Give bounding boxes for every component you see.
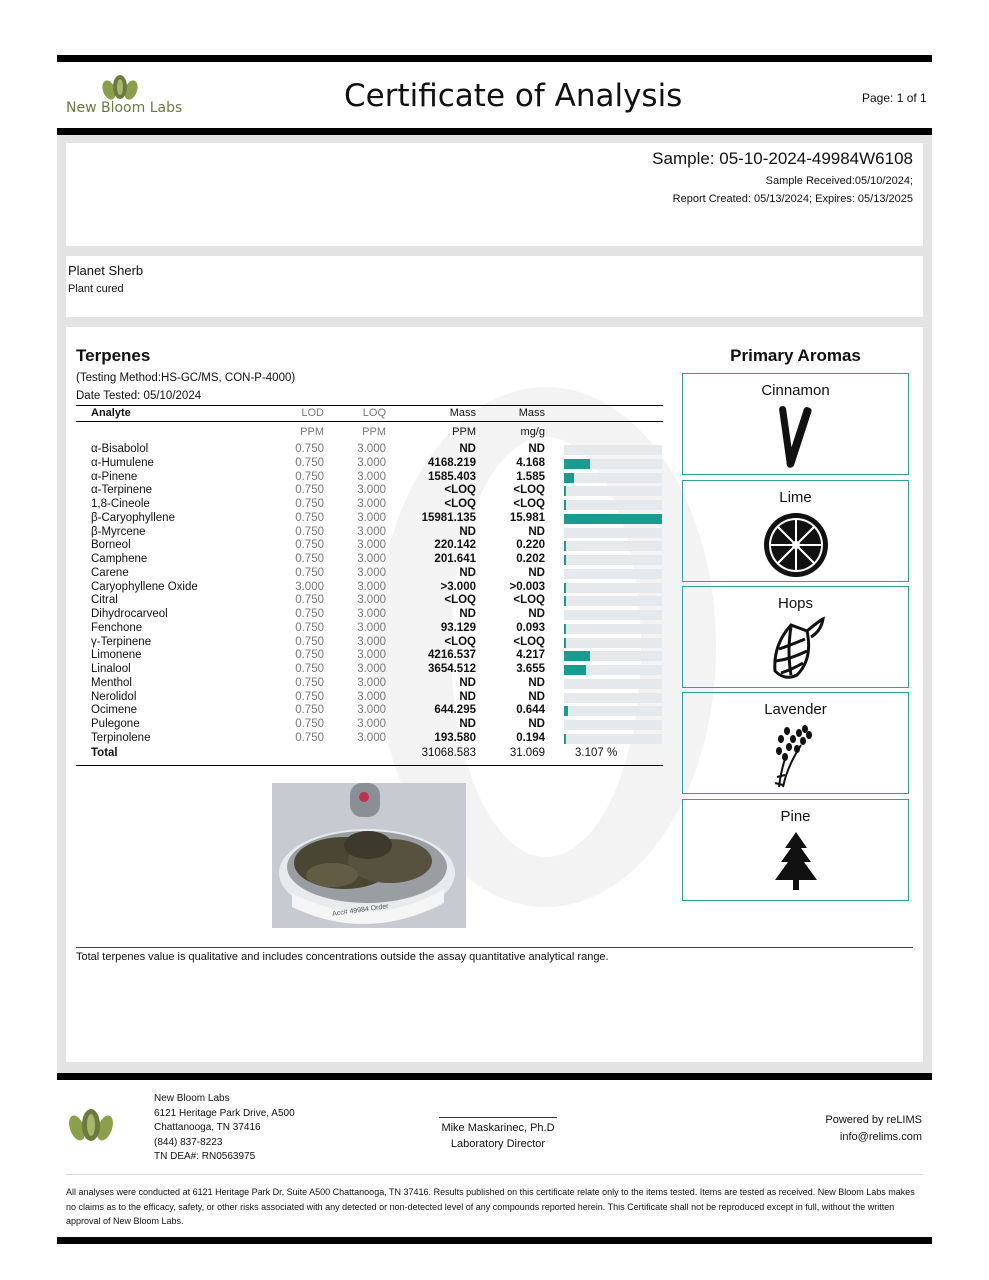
loq-value: 3.000 bbox=[357, 690, 386, 703]
table-row bbox=[76, 512, 666, 526]
loq-value: 3.000 bbox=[357, 511, 386, 524]
col-mass-mgg: Mass bbox=[518, 407, 545, 419]
table-row bbox=[76, 608, 666, 622]
concentration-bar bbox=[564, 583, 566, 593]
signer-block bbox=[420, 1120, 576, 1152]
loq-value: 3.000 bbox=[357, 731, 386, 744]
top-rule bbox=[57, 55, 932, 62]
mass-mgg: 0.093 bbox=[516, 621, 545, 634]
bar-track bbox=[564, 500, 662, 510]
mass-ppm: 644.295 bbox=[434, 704, 476, 717]
loq-value: 3.000 bbox=[357, 649, 386, 662]
concentration-bar bbox=[564, 665, 586, 675]
concentration-bar bbox=[564, 734, 566, 744]
lod-value: 0.750 bbox=[295, 553, 324, 565]
mass-mgg: 3.655 bbox=[516, 663, 545, 675]
aroma-card bbox=[682, 586, 909, 688]
disclaimer: All analyses were conducted at 6121 Heritage Park Dr, Suite A500 Chattanooga, TN 37416. Results published on this certificate relate only to the items tested. Items are tested as received. New Bloom Labs makes no claims as to the efficacy, safety, or other risks associated with any detected or non-detected level of any compounds reported herein. This Certificate shall not be reproduced except in full, without the written approval of New Bloom Labs. bbox=[66, 1187, 915, 1226]
mass-ppm: ND bbox=[459, 566, 476, 579]
total-label: Total bbox=[91, 746, 118, 759]
bar-track bbox=[564, 706, 662, 716]
bar-track bbox=[564, 473, 662, 483]
lod-value: 0.750 bbox=[295, 470, 324, 483]
analyte-name: Nerolidol bbox=[91, 690, 137, 703]
bar-track bbox=[564, 610, 662, 620]
loq-value: 3.000 bbox=[357, 621, 386, 634]
mass-ppm: <LOQ bbox=[444, 594, 476, 607]
analyte-name: Camphene bbox=[91, 553, 148, 565]
lod-value: 0.750 bbox=[295, 511, 324, 524]
analyte-name: β-Myrcene bbox=[91, 525, 146, 538]
mass-mgg: <LOQ bbox=[513, 498, 545, 510]
mass-ppm: ND bbox=[459, 443, 476, 455]
mass-ppm: <LOQ bbox=[444, 635, 476, 648]
lod-value: 0.750 bbox=[295, 635, 324, 648]
bar-track bbox=[564, 569, 662, 579]
aroma-label: Hops bbox=[777, 595, 814, 612]
unit-mass-ppm: PPM bbox=[452, 426, 476, 438]
table-row bbox=[76, 636, 666, 650]
total-ppm: 31068.583 bbox=[421, 746, 476, 759]
mass-mgg: <LOQ bbox=[513, 594, 545, 607]
analyte-name: Caryophyllene Oxide bbox=[91, 580, 198, 593]
loq-value: 3.000 bbox=[357, 443, 386, 455]
mass-ppm: 220.142 bbox=[434, 539, 476, 552]
loq-value: 3.000 bbox=[357, 676, 386, 689]
analyte-name: β-Caryophyllene bbox=[91, 511, 175, 524]
header-rule bbox=[57, 128, 932, 135]
mass-ppm: ND bbox=[459, 525, 476, 538]
testing-method: (Testing Method:HS-GC/MS, CON-P-4000) bbox=[76, 372, 296, 384]
mass-mgg: ND bbox=[528, 443, 545, 455]
analyte-name: Dihydrocarveol bbox=[91, 608, 168, 620]
mass-mgg: >0.003 bbox=[509, 580, 545, 593]
loq-value: 3.000 bbox=[357, 566, 386, 579]
lod-value: 0.750 bbox=[295, 704, 324, 717]
unit-mass-mgg: mg/g bbox=[520, 426, 545, 438]
sample-photo bbox=[272, 783, 466, 928]
lavender-icon bbox=[761, 721, 831, 791]
mass-ppm: ND bbox=[459, 608, 476, 620]
lod-value: 0.750 bbox=[295, 608, 324, 620]
concentration-bar bbox=[564, 486, 566, 496]
analyte-name: Fenchone bbox=[91, 621, 143, 634]
loq-value: 3.000 bbox=[357, 704, 386, 717]
lod-value: 0.750 bbox=[295, 649, 324, 662]
bar-track bbox=[564, 528, 662, 538]
bar-track bbox=[564, 486, 662, 496]
analyte-name: Borneol bbox=[91, 539, 131, 552]
analyte-name: Linalool bbox=[91, 663, 131, 675]
table-row bbox=[76, 553, 666, 567]
mass-ppm: 3654.512 bbox=[428, 663, 476, 675]
table-row bbox=[76, 581, 666, 595]
table-bottom-rule bbox=[76, 765, 663, 766]
table-row bbox=[76, 691, 666, 705]
contact-email[interactable]: info@relims.com bbox=[839, 1131, 922, 1143]
lime-icon bbox=[761, 509, 831, 579]
analyte-name: Limonene bbox=[91, 649, 142, 662]
lod-value: 0.750 bbox=[295, 621, 324, 634]
mass-mgg: ND bbox=[528, 690, 545, 703]
loq-value: 3.000 bbox=[357, 594, 386, 607]
mass-mgg: <LOQ bbox=[513, 635, 545, 648]
mass-mgg: ND bbox=[528, 608, 545, 620]
concentration-bar bbox=[564, 596, 566, 606]
analyte-name: Carene bbox=[91, 566, 129, 579]
loq-value: 3.000 bbox=[357, 553, 386, 565]
col-lod: LOD bbox=[301, 407, 324, 419]
lab-address-block bbox=[154, 1092, 295, 1165]
lod-value: 0.750 bbox=[295, 594, 324, 607]
bar-track bbox=[564, 693, 662, 703]
table-row bbox=[76, 677, 666, 691]
table-row bbox=[76, 457, 666, 471]
loq-value: 3.000 bbox=[357, 539, 386, 552]
analyte-name: α-Pinene bbox=[91, 470, 138, 483]
total-note: Total terpenes value is qualitative and includes concentrations outside the assay quantitative analytical range. bbox=[76, 951, 609, 963]
lod-value: 0.750 bbox=[295, 690, 324, 703]
mass-mgg: 1.585 bbox=[516, 470, 545, 483]
terpenes-heading: Terpenes bbox=[76, 346, 151, 365]
mass-ppm: >3.000 bbox=[440, 580, 476, 593]
table-row bbox=[76, 539, 666, 553]
lod-value: 0.750 bbox=[295, 539, 324, 552]
bar-track bbox=[564, 734, 662, 744]
mass-ppm: 93.129 bbox=[440, 621, 476, 634]
table-units bbox=[76, 426, 666, 440]
loq-value: 3.000 bbox=[357, 635, 386, 648]
total-row bbox=[76, 747, 666, 761]
table-row bbox=[76, 567, 666, 581]
footer-rule bbox=[57, 1073, 932, 1080]
analyte-name: Terpinolene bbox=[91, 731, 151, 744]
unit-lod: PPM bbox=[300, 426, 324, 438]
aroma-card bbox=[682, 480, 909, 582]
bar-track bbox=[564, 638, 662, 648]
mass-ppm: 4168.219 bbox=[428, 456, 476, 469]
mass-ppm: ND bbox=[459, 690, 476, 703]
mass-mgg: 0.194 bbox=[516, 731, 545, 744]
loq-value: 3.000 bbox=[357, 580, 386, 593]
bar-track bbox=[564, 596, 662, 606]
table-row bbox=[76, 443, 666, 457]
hops-icon bbox=[761, 615, 831, 685]
page-number: Page: 1 of 1 bbox=[862, 91, 927, 105]
mass-mgg: ND bbox=[528, 525, 545, 538]
signer-name: Mike Maskarinec, Ph.D bbox=[441, 1122, 555, 1134]
loq-value: 3.000 bbox=[357, 456, 386, 469]
product-panel bbox=[66, 256, 923, 317]
lod-value: 0.750 bbox=[295, 525, 324, 538]
analyte-name: γ-Terpinene bbox=[91, 635, 152, 648]
mass-ppm: ND bbox=[459, 718, 476, 730]
bar-track bbox=[564, 555, 662, 565]
mass-ppm: <LOQ bbox=[444, 498, 476, 510]
mass-mgg: 4.217 bbox=[516, 649, 545, 662]
col-mass-ppm: Mass bbox=[449, 407, 476, 419]
mass-mgg: ND bbox=[528, 566, 545, 579]
date-tested: Date Tested: 05/10/2024 bbox=[76, 390, 202, 402]
disclaimer-rule bbox=[66, 1174, 923, 1175]
concentration-bar bbox=[564, 555, 566, 565]
aroma-label: Cinnamon bbox=[761, 382, 830, 399]
unit-loq: PPM bbox=[362, 426, 386, 438]
footer-logo-mark bbox=[67, 1108, 115, 1146]
concentration-bar bbox=[564, 651, 590, 661]
aroma-card bbox=[682, 373, 909, 475]
table-header-rule bbox=[76, 421, 663, 422]
mass-mgg: 4.168 bbox=[516, 456, 545, 469]
pine-icon bbox=[761, 828, 831, 898]
concentration-bar bbox=[564, 459, 590, 469]
concentration-bar bbox=[564, 624, 566, 634]
lab-address1: 6121 Heritage Park Drive, A500 bbox=[154, 1107, 295, 1119]
mass-ppm: 201.641 bbox=[434, 553, 476, 565]
mass-ppm: 193.580 bbox=[434, 731, 476, 744]
lod-value: 0.750 bbox=[295, 718, 324, 730]
page-title: Certificate of Analysis bbox=[344, 78, 683, 114]
analyte-name: Citral bbox=[91, 594, 118, 607]
lod-value: 0.750 bbox=[295, 731, 324, 744]
analyte-name: α-Humulene bbox=[91, 456, 154, 469]
product-name: Planet Sherb bbox=[68, 263, 144, 278]
col-loq: LOQ bbox=[362, 407, 386, 419]
total-percent: 3.107 % bbox=[575, 746, 618, 759]
mass-ppm: ND bbox=[459, 676, 476, 689]
mass-mgg: 0.202 bbox=[516, 553, 545, 565]
lod-value: 0.750 bbox=[295, 484, 324, 497]
loq-value: 3.000 bbox=[357, 608, 386, 620]
table-row bbox=[76, 484, 666, 498]
mass-mgg: ND bbox=[528, 676, 545, 689]
analyte-name: α-Bisabolol bbox=[91, 443, 149, 455]
lod-value: 0.750 bbox=[295, 456, 324, 469]
lod-value: 0.750 bbox=[295, 443, 324, 455]
concentration-bar bbox=[564, 514, 662, 524]
aroma-label: Pine bbox=[780, 808, 811, 825]
loq-value: 3.000 bbox=[357, 498, 386, 510]
table-row bbox=[76, 622, 666, 636]
signature-line bbox=[439, 1117, 557, 1118]
table-row bbox=[76, 498, 666, 512]
concentration-bar bbox=[564, 473, 574, 483]
aroma-card bbox=[682, 692, 909, 794]
aroma-label: Lime bbox=[779, 489, 812, 506]
table-row bbox=[76, 526, 666, 540]
analyte-name: Ocimene bbox=[91, 704, 138, 717]
mass-ppm: <LOQ bbox=[444, 484, 476, 497]
sample-id: Sample: 05-10-2024-49984W6108 bbox=[652, 149, 913, 168]
bar-track bbox=[564, 583, 662, 593]
product-type: Plant cured bbox=[68, 283, 124, 295]
analyte-name: Pulegone bbox=[91, 718, 140, 730]
loq-value: 3.000 bbox=[357, 484, 386, 497]
bar-track bbox=[564, 541, 662, 551]
table-row bbox=[76, 663, 666, 677]
lod-value: 0.750 bbox=[295, 566, 324, 579]
analyte-name: 1,8-Cineole bbox=[91, 498, 150, 510]
aroma-label: Lavender bbox=[764, 701, 827, 718]
cinnamon-icon bbox=[761, 402, 831, 472]
table-row bbox=[76, 594, 666, 608]
analyte-name: Menthol bbox=[91, 676, 132, 689]
loq-value: 3.000 bbox=[357, 718, 386, 730]
lab-name: New Bloom Labs bbox=[154, 1093, 230, 1104]
table-row bbox=[76, 471, 666, 485]
table-row bbox=[76, 732, 666, 746]
concentration-bar bbox=[564, 638, 566, 648]
report-created: Report Created: 05/13/2024; Expires: 05/13/2025 bbox=[672, 193, 913, 205]
table-row bbox=[76, 718, 666, 732]
concentration-bar bbox=[564, 500, 566, 510]
analyte-name: α-Terpinene bbox=[91, 484, 152, 497]
powered-by: Powered by reLIMS bbox=[825, 1114, 922, 1126]
signer-title: Laboratory Director bbox=[450, 1138, 546, 1150]
lod-value: 3.000 bbox=[295, 580, 324, 593]
mass-mgg: 0.644 bbox=[516, 704, 545, 717]
sample-panel bbox=[66, 143, 923, 246]
mass-ppm: 4216.537 bbox=[428, 649, 476, 662]
concentration-bar bbox=[564, 706, 568, 716]
aromas-heading: Primary Aromas bbox=[730, 346, 861, 365]
aroma-card bbox=[682, 799, 909, 901]
container-label: Acc# 49984 Order bbox=[331, 903, 390, 918]
mass-ppm: 1585.403 bbox=[428, 470, 476, 483]
logo-text: New Bloom Labs bbox=[66, 100, 183, 116]
loq-value: 3.000 bbox=[357, 525, 386, 538]
concentration-bar bbox=[564, 541, 566, 551]
lod-value: 0.750 bbox=[295, 663, 324, 675]
lab-phone: (844) 837-8223 bbox=[154, 1136, 223, 1148]
lab-address2: Chattanooga, TN 37416 bbox=[154, 1122, 261, 1133]
sample-received: Sample Received:05/10/2024; bbox=[765, 175, 913, 187]
mass-mgg: 15.981 bbox=[509, 511, 545, 524]
bar-track bbox=[564, 624, 662, 634]
loq-value: 3.000 bbox=[357, 663, 386, 675]
table-row bbox=[76, 704, 666, 718]
mass-mgg: <LOQ bbox=[513, 484, 545, 497]
bar-track bbox=[564, 720, 662, 730]
powered-block bbox=[825, 1112, 922, 1146]
table-top-rule bbox=[76, 405, 663, 406]
loq-value: 3.000 bbox=[357, 470, 386, 483]
bar-track bbox=[564, 445, 662, 455]
lod-value: 0.750 bbox=[295, 498, 324, 510]
table-row bbox=[76, 649, 666, 663]
lab-dea: TN DEA#: RN0563975 bbox=[154, 1151, 256, 1162]
note-rule bbox=[76, 947, 913, 948]
total-mgg: 31.069 bbox=[509, 746, 545, 759]
bottom-rule bbox=[57, 1237, 932, 1244]
lod-value: 0.750 bbox=[295, 676, 324, 689]
mass-ppm: 15981.135 bbox=[421, 511, 476, 524]
col-analyte: Analyte bbox=[91, 407, 131, 419]
mass-mgg: 0.220 bbox=[516, 539, 545, 552]
mass-mgg: ND bbox=[528, 718, 545, 730]
bar-track bbox=[564, 679, 662, 689]
table-header bbox=[76, 407, 666, 421]
